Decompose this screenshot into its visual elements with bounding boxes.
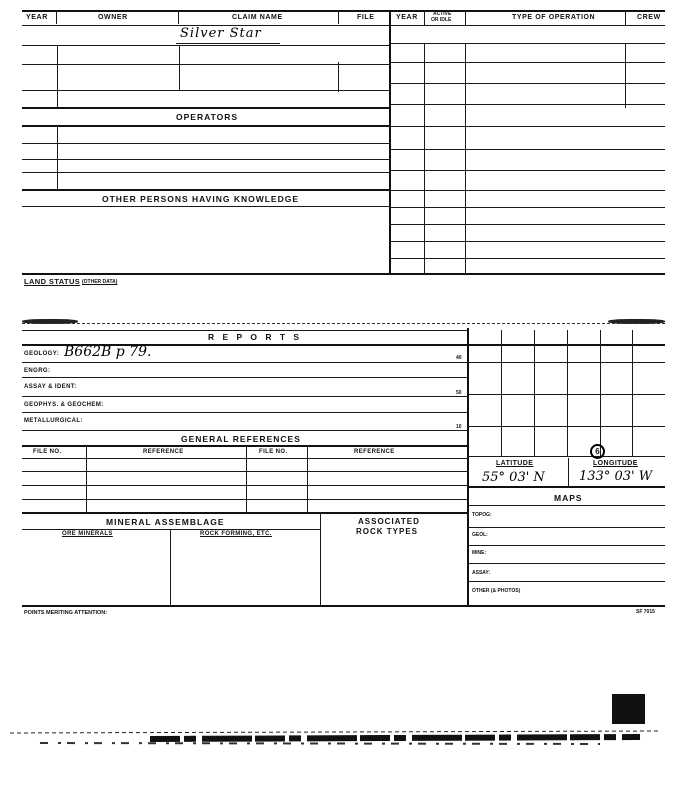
grid-line [468,394,665,395]
latlon-rule [468,486,665,488]
col-line [86,445,87,512]
section-rule [22,273,665,275]
operators-rule [22,125,389,127]
maps-title: MAPS [554,493,583,503]
col-year: YEAR [26,14,48,21]
col-line [170,529,171,605]
rock-forming-label: ROCK FORMING, ETC. [200,531,272,537]
tick [424,10,425,25]
gen-ref-row [22,499,468,500]
ops-row [389,241,665,242]
operators-row [22,189,389,191]
report-row [22,396,468,397]
grid-line [468,426,665,427]
col-line [465,43,466,273]
col-active: ACTIVE [433,11,452,17]
bottom-rule [22,605,665,607]
maps-row [468,563,665,564]
col-file: FILE [357,14,375,21]
ops-row [389,207,665,208]
gen-ref-col-reference-1: REFERENCE [143,449,184,455]
assay-label: ASSAY & IDENT: [24,384,77,390]
ops-row [389,170,665,171]
location-marker-icon: 6 [590,444,605,459]
form-number: SF 7015 [636,609,655,615]
geology-code: 40 [456,355,462,361]
other-persons-label: OTHER PERSONS HAVING KNOWLEDGE [102,194,300,204]
ops-row [389,62,665,63]
tick [338,12,339,24]
tick [178,12,179,24]
owner-row [22,90,389,91]
ops-row [389,224,665,225]
report-row [22,412,468,413]
longitude-value: 133° 03' W [579,469,653,484]
metallurgical-code: 10 [456,424,462,430]
ops-row [389,258,665,259]
maps-geol: GEOL: [472,532,488,538]
ops-row [389,43,665,44]
maps-other: OTHER (& PHOTOS) [472,588,521,594]
operators-row [22,143,389,144]
tick [56,10,57,24]
col-line [179,45,180,90]
underline [176,43,280,44]
col-line [307,445,308,512]
longitude-label: LONGITUDE [593,460,638,467]
maps-row [468,581,665,582]
maps-topog: TOPOG: [472,512,492,518]
maps-mine: MINE: [472,550,487,556]
report-row [22,362,468,363]
header-rule [22,25,665,26]
gen-ref-col-file-no-2: FILE NO. [259,449,288,455]
metallurgical-label: METALLURGICAL: [24,418,83,424]
gen-ref-row [22,471,468,472]
ops-row [389,83,665,84]
geology-value: B662B p 79. [64,344,152,360]
col-crew: CREW [637,14,661,21]
geophys-label: GEOPHYS. & GEOCHEM: [24,402,104,408]
latitude-value: 55° 03' N [482,470,545,485]
ore-minerals-label: ORE MINERALS [62,531,113,537]
grid-line [468,456,665,457]
maps-assay: ASSAY: [472,570,491,576]
col-line [57,45,58,107]
report-row [22,377,468,378]
owner-row [22,107,389,109]
mineral-assemblage-title: MINERAL ASSEMBLAGE [106,517,225,527]
assay-code: 50 [456,390,462,396]
maps-rule [468,505,665,506]
col-line [625,43,626,108]
latitude-label: LATITUDE [496,460,534,467]
ops-row [389,126,665,127]
land-status-label: LAND STATUS [24,277,81,286]
owner-row [22,45,389,46]
land-status-sub: (OTHER DATA) [82,279,118,285]
col-line [57,125,58,189]
operators-row [22,159,389,160]
operators-label: OPERATORS [176,112,239,122]
col-line [320,512,321,605]
col-type-of-operation: TYPE OF OPERATION [512,14,596,21]
col-line [568,458,569,486]
mineral-rule [22,529,320,530]
gen-ref-row [22,458,468,459]
col-line [246,445,247,512]
tick [465,10,466,25]
tick [625,10,626,25]
rock-types-label: ROCK TYPES [356,527,419,536]
points-label: POINTS MERITING ATTENTION: [24,610,108,616]
gen-ref-row [22,485,468,486]
dashed-separator [22,323,665,324]
associated-label: ASSOCIATED [358,517,420,526]
gen-ref-rule [22,445,468,447]
top-rule [22,10,665,12]
general-references-title: GENERAL REFERENCES [181,434,301,444]
reports-top [22,330,468,331]
gen-ref-bottom [22,512,468,514]
col-year-2: YEAR [396,14,418,21]
ops-row [389,190,665,191]
owner-row [22,64,389,65]
col-line [338,62,339,92]
report-row [22,430,468,431]
grid-line [468,362,665,363]
operators-row [22,172,389,173]
maps-row [468,545,665,546]
maps-row [468,527,665,528]
col-line [424,43,425,273]
geology-label: GEOLOGY: [24,351,60,357]
gen-ref-col-reference-2: REFERENCE [354,449,395,455]
scan-noise [0,715,678,755]
ops-row [389,104,665,105]
col-owner: OWNER [98,14,128,21]
ops-row [389,149,665,150]
main-divider [389,10,391,274]
col-claim-name: CLAIM NAME [232,14,283,21]
engrg-label: ENGRG: [24,368,51,374]
other-persons-rule [22,206,389,207]
claim-name-value: Silver Star [180,26,262,41]
reports-title: R E P O R T S [208,332,303,342]
gen-ref-col-file-no-1: FILE NO. [33,449,62,455]
col-or-idle: OR IDLE [431,17,452,23]
